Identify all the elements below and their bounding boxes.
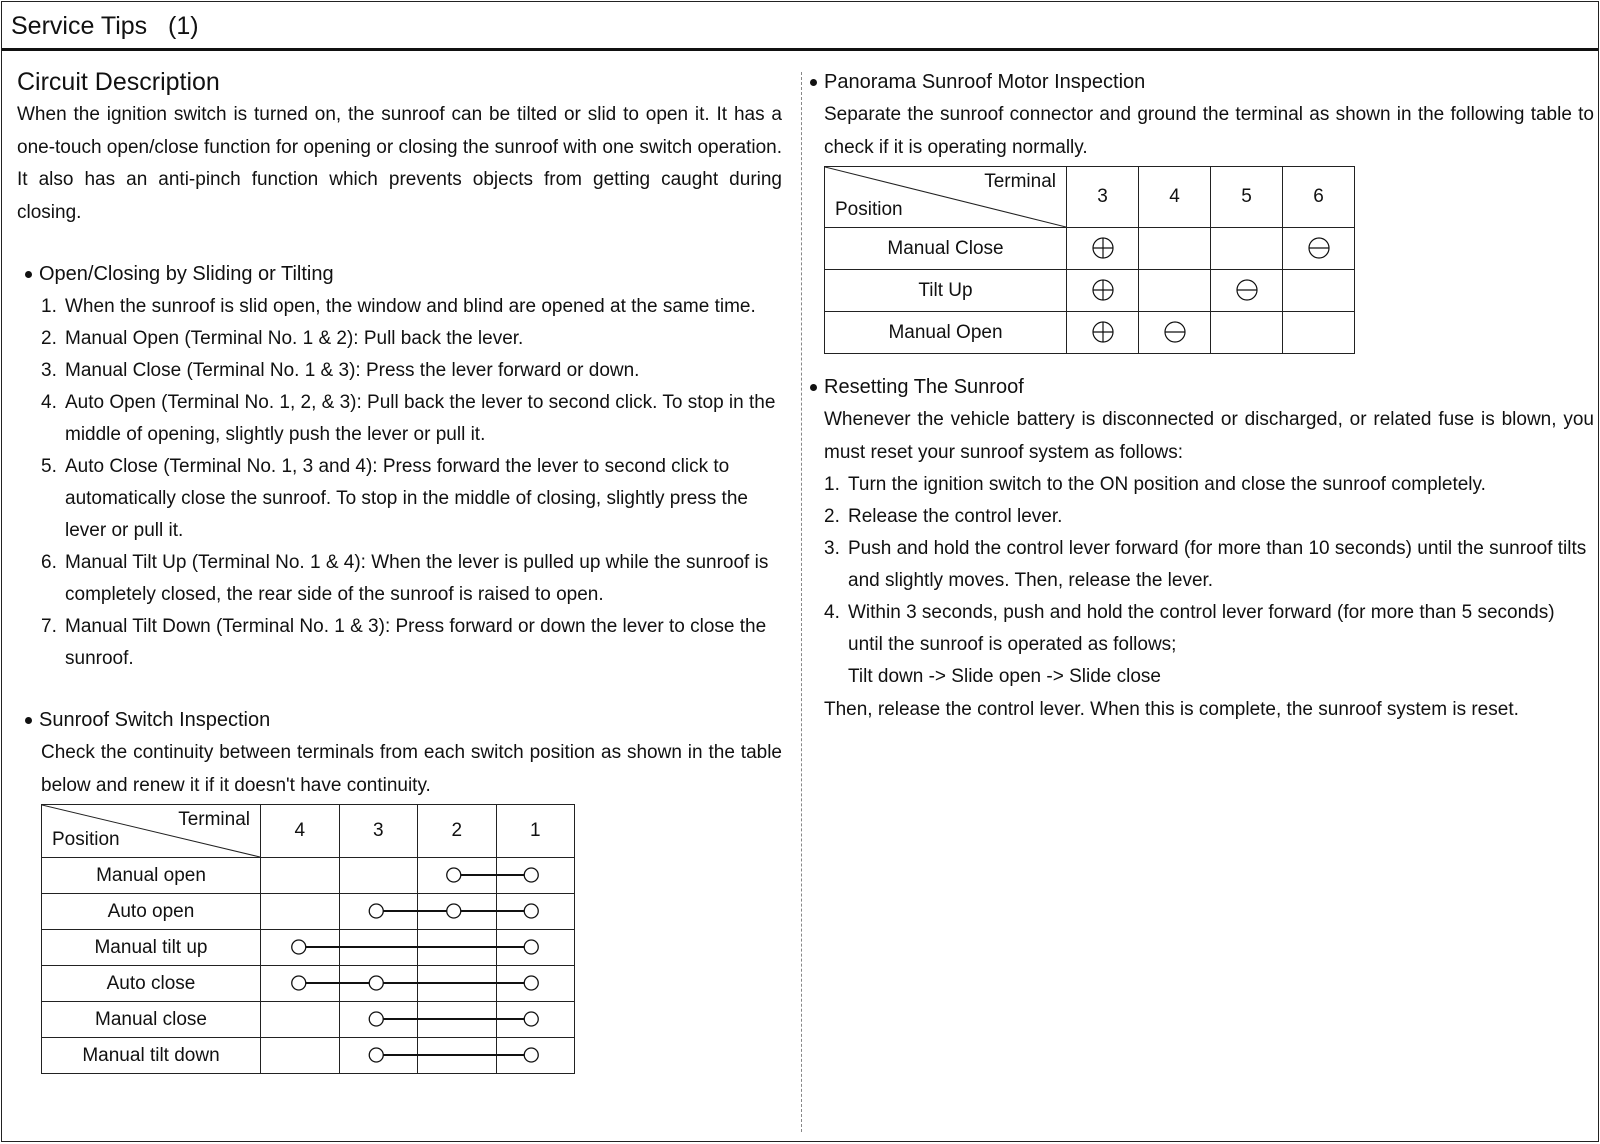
- position-cell: Manual tilt up: [42, 930, 261, 966]
- table-row: [825, 312, 1355, 354]
- position-cell: Auto close: [42, 966, 261, 1002]
- reset-heading: Resetting The Sunroof: [802, 370, 1594, 404]
- list-item-number: 3.: [41, 360, 57, 381]
- list-item: [800, 469, 1594, 501]
- terminal-header: 4: [1139, 167, 1211, 228]
- list-item: [17, 451, 782, 547]
- terminal-header: 3: [1067, 167, 1139, 228]
- position-cell: Manual Close: [825, 228, 1067, 270]
- terminal-cell: [261, 930, 340, 966]
- list-item: [17, 611, 782, 675]
- position-label: Position: [835, 199, 903, 220]
- reset-sequence: Tilt down -> Slide open -> Slide close: [848, 666, 1161, 687]
- right-column: [824, 65, 1594, 726]
- terminal-cell: [1283, 312, 1355, 354]
- terminal-cell: [1139, 270, 1211, 312]
- terminal-cell: [339, 966, 418, 1002]
- switch-table-container: [41, 804, 782, 1074]
- terminal-cell: [1139, 228, 1211, 270]
- reset-text: Whenever the vehicle battery is disconnected or discharged, or related fuse is blown, you must reset your sunroof system as follows:: [824, 409, 1594, 463]
- page-title: Service Tips (1): [11, 12, 199, 40]
- terminal-cell: [1211, 228, 1283, 270]
- list-item-text: Within 3 seconds, push and hold the control lever forward (for more than 5 seconds) until the sunroof is operated as follows;: [848, 602, 1555, 655]
- list-item: [17, 323, 782, 355]
- position-cell: Manual tilt down: [42, 1038, 261, 1074]
- open-closing-heading: Open/Closing by Sliding or Tilting: [17, 257, 782, 291]
- terminal-cell: [1211, 270, 1283, 312]
- list-item-number: 1.: [41, 296, 57, 317]
- list-item: [17, 547, 782, 611]
- minus-circle-icon: [1164, 321, 1186, 343]
- position-cell: Auto open: [42, 894, 261, 930]
- terminal-cell: [496, 930, 575, 966]
- terminal-cell: [496, 1038, 575, 1074]
- terminal-cell: [418, 930, 497, 966]
- terminal-cell: [339, 1038, 418, 1074]
- left-column: [17, 65, 782, 1074]
- list-item-number: 7.: [41, 616, 57, 637]
- position-cell: Manual Open: [825, 312, 1067, 354]
- list-item-number: 4.: [824, 602, 840, 623]
- position-cell: Manual close: [42, 1002, 261, 1038]
- terminal-header: 2: [418, 805, 497, 858]
- terminal-label: Terminal: [178, 809, 250, 830]
- terminal-cell: [1283, 228, 1355, 270]
- terminal-cell: [496, 966, 575, 1002]
- list-item-number: 6.: [41, 552, 57, 573]
- terminal-cell: [261, 1002, 340, 1038]
- circuit-description-title: Circuit Description: [17, 68, 220, 96]
- terminal-cell: [261, 1038, 340, 1074]
- position-cell: Tilt Up: [825, 270, 1067, 312]
- switch-continuity-table: [41, 804, 575, 1074]
- list-item-text: Manual Open (Terminal No. 1 & 2): Pull back the lever.: [65, 328, 524, 349]
- list-item: [17, 355, 782, 387]
- terminal-cell: [261, 966, 340, 1002]
- plus-circle-icon: [1092, 279, 1114, 301]
- plus-circle-icon: [1092, 321, 1114, 343]
- position-label: Position: [52, 829, 120, 850]
- list-item-text: Manual Close (Terminal No. 1 & 3): Press the lever forward or down.: [65, 360, 640, 381]
- terminal-header: 6: [1283, 167, 1355, 228]
- terminal-header: 3: [339, 805, 418, 858]
- terminal-header: 5: [1211, 167, 1283, 228]
- switch-inspection-heading: Sunroof Switch Inspection: [17, 703, 782, 737]
- table-row: [42, 966, 575, 1002]
- table-row: [825, 228, 1355, 270]
- list-item-number: 1.: [824, 474, 840, 495]
- terminal-cell: [261, 894, 340, 930]
- list-item-number: 4.: [41, 392, 57, 413]
- terminal-cell: [339, 894, 418, 930]
- minus-circle-icon: [1236, 279, 1258, 301]
- motor-inspection-heading: Panorama Sunroof Motor Inspection: [802, 65, 1594, 99]
- terminal-header: 4: [261, 805, 340, 858]
- list-item-number: 3.: [824, 538, 840, 559]
- list-item-text: Manual Tilt Down (Terminal No. 1 & 3): Press forward or down the lever to close the sunroof.: [65, 616, 767, 669]
- terminal-cell: [418, 966, 497, 1002]
- motor-inspection-text: Separate the sunroof connector and ground the terminal as shown in the following table to check if it is operating normally.: [824, 104, 1594, 158]
- table-row: [42, 1002, 575, 1038]
- list-item-number: 2.: [41, 328, 57, 349]
- terminal-cell: [1283, 270, 1355, 312]
- table-row: [42, 1038, 575, 1074]
- terminal-header: 1: [496, 805, 575, 858]
- terminal-cell: [1067, 270, 1139, 312]
- reset-closing: Then, release the control lever. When this is complete, the sunroof system is reset.: [824, 698, 1519, 720]
- terminal-cell: [418, 858, 497, 894]
- terminal-cell: [418, 894, 497, 930]
- terminal-cell: [418, 1002, 497, 1038]
- terminal-cell: [339, 858, 418, 894]
- circuit-description-text: When the ignition switch is turned on, the sunroof can be tilted or slid to open it. It has a one-touch open/close function for opening or closing the sunroof with one switch operation. It also has an anti-pinch function which prevents objects from getting caught during closing.: [17, 104, 782, 223]
- terminal-cell: [1211, 312, 1283, 354]
- list-item: [800, 533, 1594, 597]
- motor-inspection-table: [824, 166, 1355, 354]
- reset-list: [800, 469, 1594, 661]
- list-item-text: Auto Open (Terminal No. 1, 2, & 3): Pull back the lever to second click. To stop in the middle of opening, slightly push the lever or pull it.: [65, 392, 776, 445]
- page-header: [2, 2, 1598, 51]
- terminal-cell: [339, 1002, 418, 1038]
- open-closing-list: [17, 291, 782, 675]
- terminal-cell: [339, 930, 418, 966]
- position-cell: Manual open: [42, 858, 261, 894]
- terminal-cell: [1067, 312, 1139, 354]
- table-row: [42, 894, 575, 930]
- list-item-text: Auto Close (Terminal No. 1, 3 and 4): Press forward the lever to second click to automatically close the sunroof. To stop in the middle of closing, slightly press the lever or pull it.: [65, 456, 748, 541]
- list-item-number: 2.: [824, 506, 840, 527]
- list-item: [800, 501, 1594, 533]
- table-row: [825, 270, 1355, 312]
- terminal-cell: [418, 1038, 497, 1074]
- terminal-cell: [496, 858, 575, 894]
- terminal-label: Terminal: [984, 171, 1056, 192]
- list-item-text: Push and hold the control lever forward (for more than 10 seconds) until the sunroof tilts and slightly moves. Then, release the lever.: [848, 538, 1587, 591]
- list-item-text: Turn the ignition switch to the ON position and close the sunroof completely.: [848, 474, 1486, 495]
- list-item: [17, 291, 782, 323]
- terminal-cell: [1139, 312, 1211, 354]
- table-row: [42, 858, 575, 894]
- list-item-number: 5.: [41, 456, 57, 477]
- plus-circle-icon: [1092, 237, 1114, 259]
- terminal-cell: [1067, 228, 1139, 270]
- list-item-text: Release the control lever.: [848, 506, 1063, 527]
- list-item-text: When the sunroof is slid open, the window and blind are opened at the same time.: [65, 296, 756, 317]
- terminal-cell: [261, 858, 340, 894]
- switch-inspection-text: Check the continuity between terminals from each switch position as shown in the table below and renew it if it doesn't have continuity.: [41, 742, 782, 796]
- table-row: [42, 930, 575, 966]
- list-item-text: Manual Tilt Up (Terminal No. 1 & 4): When the lever is pulled up while the sunroof is completely closed, the rear side of the sunroof is raised to open.: [65, 552, 769, 605]
- minus-circle-icon: [1308, 237, 1330, 259]
- terminal-cell: [496, 894, 575, 930]
- list-item: [800, 597, 1594, 661]
- page: [1, 1, 1599, 1142]
- motor-table-container: [824, 166, 1594, 354]
- terminal-cell: [496, 1002, 575, 1038]
- list-item: [17, 387, 782, 451]
